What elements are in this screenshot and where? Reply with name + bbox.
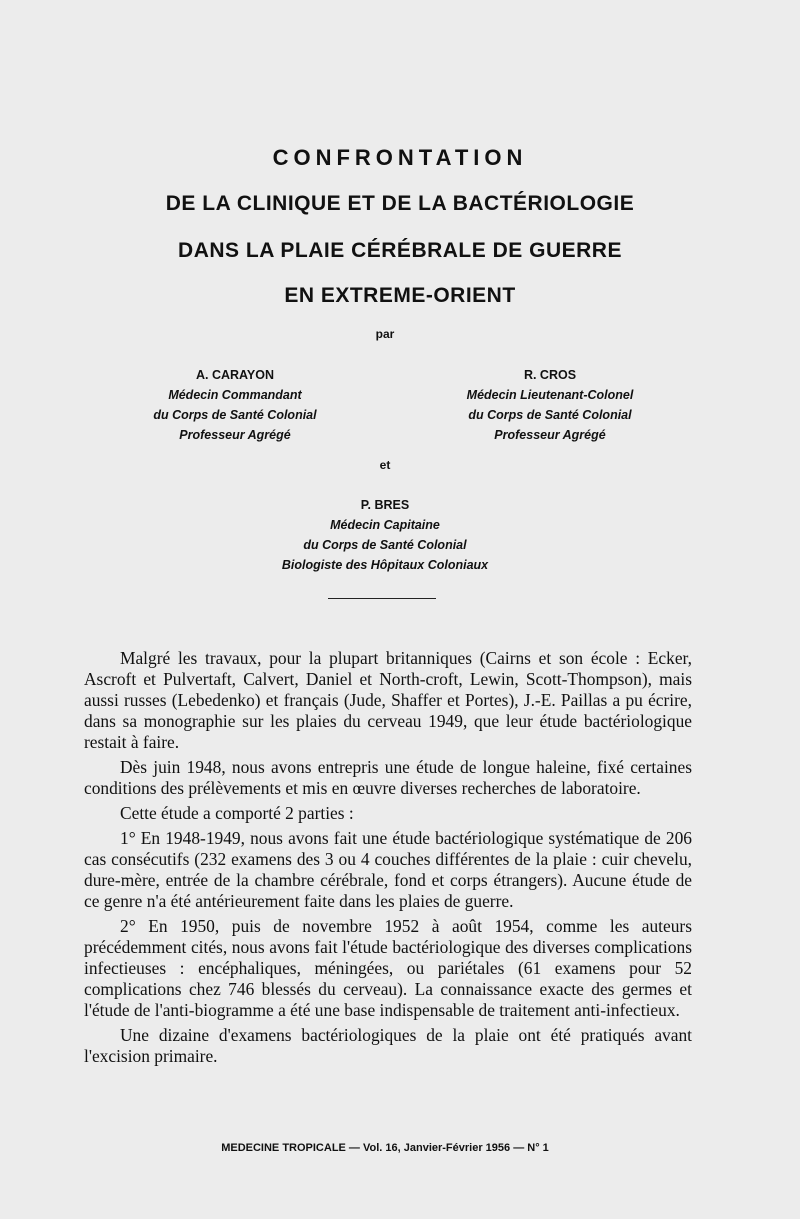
author-block bbox=[230, 495, 540, 575]
paragraph: 2° En 1950, puis de novembre 1952 à août 1954, comme les auteurs précédemment cités, nous avons fait l'étude bactériologique des diverses complications infectieuses : encéphaliques, méningées, ou pariétales (61 examens pour 52 complications chez 746 blessés du cerveau). La connaissance exacte des germes et l'étude de l'anti-biogramme a été une base indispensable de traitement anti-infectieux. bbox=[84, 916, 692, 1020]
author-name: R. CROS bbox=[523, 368, 577, 382]
author-title: Biologiste des Hôpitaux Coloniaux bbox=[281, 558, 489, 572]
par-label: par bbox=[375, 327, 395, 341]
author-corps: du Corps de Santé Colonial bbox=[303, 538, 467, 552]
author-block bbox=[400, 365, 700, 445]
paragraph: Une dizaine d'examens bactériologiques de la plaie ont été pratiqués avant l'excision primaire. bbox=[84, 1025, 692, 1066]
title-line-3: DANS LA PLAIE CÉRÉBRALE DE GUERRE bbox=[178, 239, 622, 262]
separator-rule bbox=[328, 598, 436, 599]
author-corps: du Corps de Santé Colonial bbox=[468, 408, 632, 422]
title-line-1: CONFRONTATION bbox=[272, 145, 528, 170]
title-line-2: DE LA CLINIQUE ET DE LA BACTÉRIOLOGIE bbox=[165, 192, 635, 215]
author-name: A. CARAYON bbox=[195, 368, 275, 382]
author-title: Professeur Agrégé bbox=[179, 428, 291, 442]
paragraph: Dès juin 1948, nous avons entrepris une étude de longue haleine, fixé certaines conditions des prélèvements et mis en œuvre diverses recherches de laboratoire. bbox=[84, 757, 692, 798]
author-block bbox=[100, 365, 370, 445]
author-title: Professeur Agrégé bbox=[494, 428, 606, 442]
author-role: Médecin Lieutenant-Colonel bbox=[466, 388, 634, 402]
author-name: P. BRES bbox=[360, 498, 410, 512]
author-corps: du Corps de Santé Colonial bbox=[153, 408, 317, 422]
author-role: Médecin Capitaine bbox=[330, 518, 440, 532]
author-role: Médecin Commandant bbox=[168, 388, 302, 402]
article-body bbox=[84, 648, 692, 1071]
paragraph: Malgré les travaux, pour la plupart britanniques (Cairns et son école : Ecker, Ascroft et Pulvertaft, Calvert, Daniel et North-croft, Lewin, Scott-Thompson), mais aussi russes (Lebedenko) et français (Jude, Shaffer et Portes), J.-E. Paillas a pu écrire, dans sa monographie sur les plaies du cerveau 1949, que leur étude bactériologique restait à faire. bbox=[84, 648, 692, 752]
journal-footer: MEDECINE TROPICALE — Vol. 16, Janvier-Février 1956 — N° 1 bbox=[221, 1142, 549, 1154]
paragraph: 1° En 1948-1949, nous avons fait une étude bactériologique systématique de 206 cas consécutifs (232 examens des 3 ou 4 couches différentes de la plaie : cuir chevelu, dure-mère, entrée de la chambre cérébrale, fond et corps étrangers). Aucune étude de ce genre n'a été antérieurement faite dans les plaies de guerre. bbox=[84, 828, 692, 911]
title-line-4: EN EXTREME-ORIENT bbox=[284, 284, 516, 307]
et-label: et bbox=[379, 458, 391, 472]
paragraph: Cette étude a comporté 2 parties : bbox=[120, 803, 354, 823]
